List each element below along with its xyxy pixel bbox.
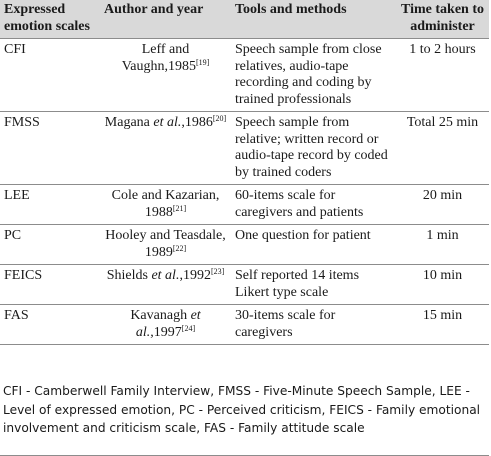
cell-scale — [0, 305, 100, 345]
scale-abbrev: PC — [4, 228, 22, 243]
time-text: 1 min — [426, 228, 459, 243]
reference-number: [21] — [172, 203, 187, 213]
cell-author — [100, 39, 231, 112]
time-text: Total 25 min — [406, 115, 479, 130]
time-text: 10 min — [422, 268, 463, 283]
author-comma: , — [150, 324, 154, 340]
author-name: Cole and Kazarian, — [111, 188, 220, 203]
author-year: 1992 — [182, 268, 211, 283]
scale-abbrev: FMSS — [4, 115, 40, 130]
table-footnote: CFI - Camberwell Family Interview, FMSS - Five-Minute Speech Sample, LEE - Level of expressed emotion, PC - Perceived criticism, FEICS - Family emotional involvement and criticism scale, FAS - Family attitude scale — [3, 384, 481, 435]
time-text: 15 min — [422, 308, 463, 323]
author-comma: , — [179, 268, 183, 283]
reference-number: [19] — [195, 57, 210, 67]
tools-text: One question for patient — [235, 228, 371, 243]
cell-scale — [0, 39, 100, 112]
cell-tools — [231, 305, 396, 345]
cell-tools — [231, 265, 396, 305]
table-row — [0, 265, 489, 305]
tools-text: 30-items scale for caregivers — [235, 308, 336, 340]
table-row — [0, 112, 489, 185]
author-name: Kavanagh — [130, 308, 191, 323]
cell-time — [396, 225, 489, 265]
tools-text: 60-items scale for caregivers and patients — [235, 188, 364, 220]
header-scale: Expressed emotion scales — [4, 2, 90, 34]
cell-scale — [0, 185, 100, 225]
author-et-al: et al. — [135, 308, 201, 340]
reference-number: [20] — [212, 114, 227, 123]
header-author: Author and year — [104, 2, 204, 17]
author-et-al: et al. — [151, 268, 180, 283]
cell-scale — [0, 225, 100, 265]
scale-abbrev: LEE — [4, 188, 30, 203]
table-row — [0, 225, 489, 265]
table-row — [0, 305, 489, 345]
author-year: 1988 — [144, 204, 173, 220]
cell-time — [396, 112, 489, 185]
author-name: Hooley and Teasdale, — [105, 228, 226, 243]
author-year: 1997 — [153, 324, 182, 340]
tools-text: Self reported 14 items Likert type scale — [235, 268, 360, 300]
table-header-row — [0, 0, 489, 39]
tools-text: Speech sample from relative; written record or audio-tape record by coded by trained coders — [235, 115, 388, 180]
author-name: Shields — [106, 268, 152, 283]
cell-time — [396, 305, 489, 345]
table-row — [0, 39, 489, 112]
cell-scale — [0, 112, 100, 185]
scale-abbrev: FAS — [4, 308, 29, 323]
cell-time — [396, 185, 489, 225]
cell-tools — [231, 39, 396, 112]
cell-author — [100, 112, 231, 185]
cell-author — [100, 265, 231, 305]
reference-number: [24] — [181, 323, 196, 333]
cell-tools — [231, 185, 396, 225]
cell-author — [100, 225, 231, 265]
tools-text: Speech sample from close relatives, audio-tape recording and coding by trained professionals — [235, 42, 382, 107]
scale-abbrev: CFI — [4, 42, 26, 57]
table-row — [0, 185, 489, 225]
author-name: Magana — [104, 115, 154, 130]
header-tools: Tools and methods — [235, 2, 347, 17]
cell-time — [396, 265, 489, 305]
cell-author — [100, 305, 231, 345]
author-year: 1989 — [144, 244, 173, 260]
author-name: Leff and Vaughn, — [121, 42, 190, 74]
author-et-al: et al. — [153, 115, 182, 130]
cell-time — [396, 39, 489, 112]
author-year: 1986 — [184, 115, 213, 130]
reference-number: [23] — [210, 267, 225, 276]
scale-abbrev: FEICS — [4, 268, 43, 283]
author-comma: , — [181, 115, 185, 130]
header-time: Time taken to administer — [401, 2, 484, 34]
time-text: 1 to 2 hours — [409, 42, 476, 57]
cell-scale — [0, 265, 100, 305]
author-year: 1985 — [167, 58, 196, 74]
cell-author — [100, 185, 231, 225]
reference-number: [22] — [172, 243, 187, 253]
cell-tools — [231, 225, 396, 265]
cell-tools — [231, 112, 396, 185]
table-body — [0, 39, 489, 345]
time-text: 20 min — [422, 188, 463, 203]
